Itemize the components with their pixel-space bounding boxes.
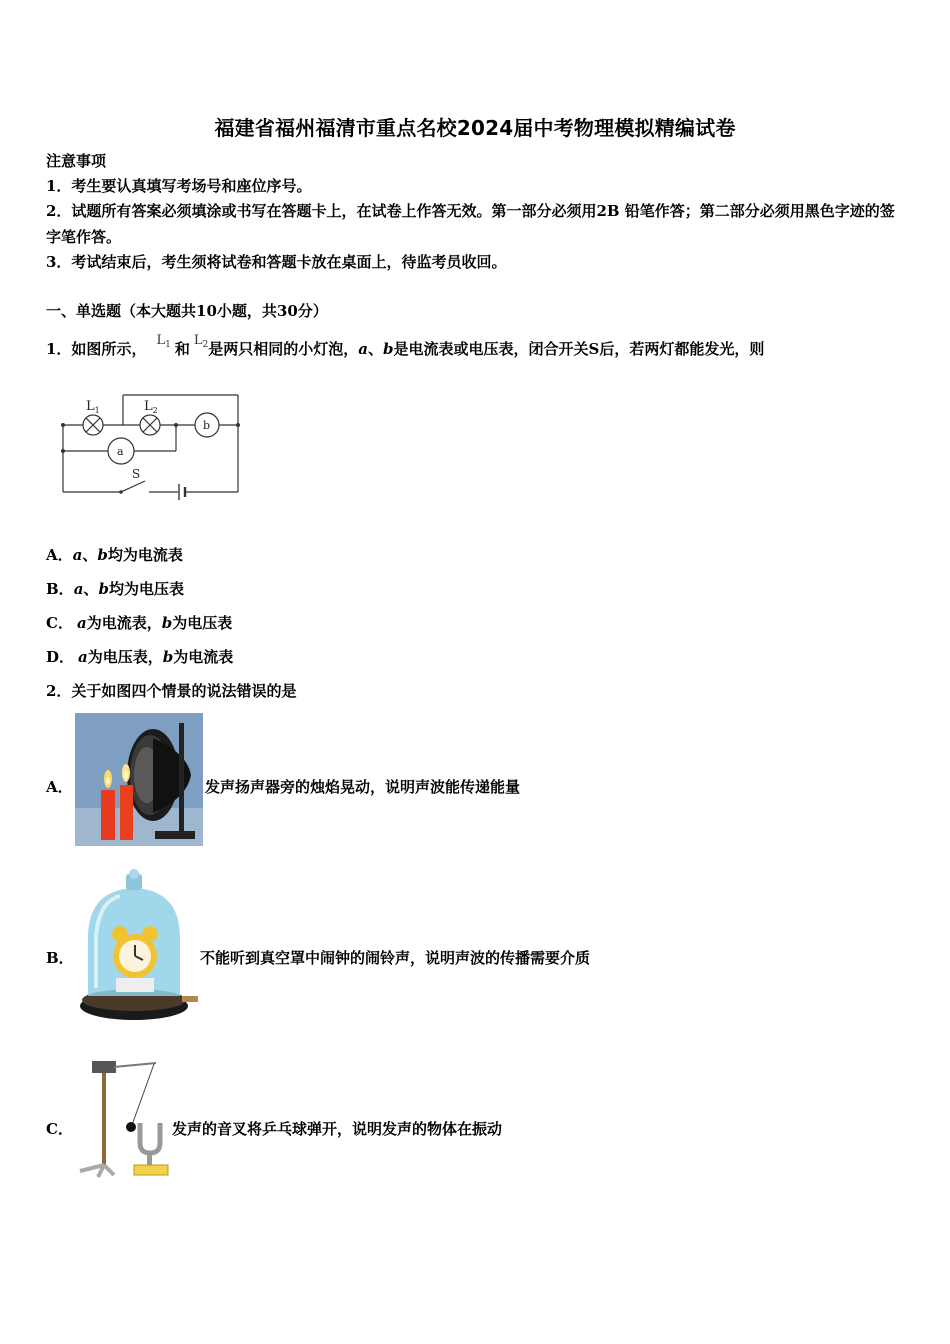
- circuit-switch-label: S: [132, 467, 141, 481]
- q1-a: a: [358, 340, 368, 358]
- circuit-meter-a: a: [117, 445, 124, 458]
- section-heading: 一、单选题（本大题共10小题，共30分）: [46, 302, 328, 320]
- notice-item-1: 1．考生要认真填写考场号和座位序号。: [46, 177, 312, 195]
- q1-rest-a: 是两只相同的小灯泡，: [208, 340, 359, 358]
- page-title: 福建省福州福清市重点名校2024届中考物理模拟精编试卷: [214, 116, 736, 140]
- circuit-label-l2: $L_2$: [144, 399, 158, 415]
- q2-option-a-letter[interactable]: A．: [46, 778, 73, 796]
- bell-jar-image: [78, 868, 200, 1026]
- q1-option-c[interactable]: C． a为电流表，b为电压表: [46, 614, 233, 632]
- q2-stem: 2．关于如图四个情景的说法错误的是: [46, 682, 297, 700]
- q1-l2: $L_2$: [193, 333, 209, 350]
- speaker-candle-image: [75, 713, 203, 846]
- q1-rest-b: 是电流表或电压表，闭合开关S后，若两灯都能发光，则: [393, 340, 765, 358]
- circuit-meter-b: b: [203, 419, 211, 432]
- q1-option-a[interactable]: A．a、b均为电流表: [46, 546, 183, 564]
- q2-option-b-text[interactable]: 不能听到真空罩中闹钟的闹铃声，说明声波的传播需要介质: [200, 949, 591, 967]
- q2-option-c-letter[interactable]: C．: [46, 1120, 73, 1138]
- q1-and: 和: [174, 340, 190, 358]
- notice-heading: 注意事项: [46, 152, 107, 170]
- q2-option-b-letter[interactable]: B．: [46, 949, 74, 967]
- q1-option-d[interactable]: D． a为电压表，b为电流表: [46, 648, 234, 666]
- q1-stem: 1．如图所示， $L_1$ 和 $L_2$是两只相同的小灯泡，a、b是电流表或电压表，闭合开关S后，若两灯都能发光，则: [46, 333, 765, 358]
- q1-l1: $L_1$: [156, 333, 171, 350]
- q2-option-a-text[interactable]: 发声扬声器旁的烛焰晃动，说明声波能传递能量: [205, 778, 521, 796]
- tuning-fork-image: [74, 1055, 174, 1180]
- q2-option-c-text[interactable]: 发声的音叉将乒乓球弹开，说明发声的物体在振动: [172, 1120, 503, 1138]
- q1-prefix: 1．如图所示，: [46, 340, 147, 358]
- q1-option-b[interactable]: B．a、b均为电压表: [46, 580, 184, 598]
- q1-b: b: [382, 340, 394, 358]
- circuit-diagram: [55, 390, 255, 500]
- circuit-label-l1: $L_1$: [86, 399, 100, 415]
- notice-item-3: 3．考试结束后，考生须将试卷和答题卡放在桌面上，待监考员收回。: [46, 253, 507, 271]
- notice-item-2: 2．试题所有答案必须填涂或书写在答题卡上，在试卷上作答无效。第一部分必须用2B 铅笔作答；第二部分必须用黑色字迹的签字笔作答。: [46, 202, 895, 246]
